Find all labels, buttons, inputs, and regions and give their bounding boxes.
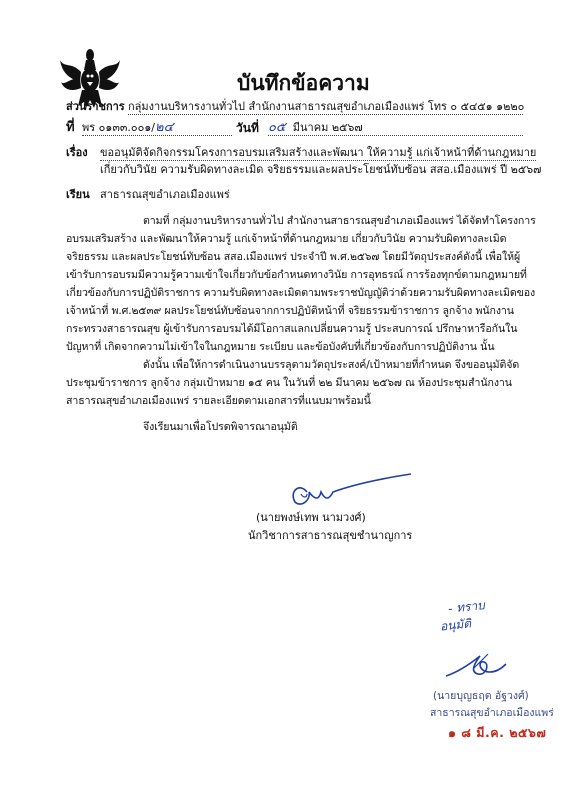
subject-line-1: ขออนุมัติจัดกิจกรรมโครงการอบรมเสริมสร้างและพัฒนา ให้ความรู้ แก่เจ้าหน้าที่ด้านกฎหมาย (100, 146, 537, 159)
page-title: บันทึกข้อความ (237, 71, 370, 95)
paragraph1-line-8: ปัญหาที่ เกิดจากความไม่เข้าใจในกฎหมาย ระเบียบ และข้อบังคับที่เกี่ยวข้องกับการปฏิบัติงาน นั้น (66, 341, 495, 353)
date-day-handwritten: ๐๕ (268, 120, 286, 135)
approval-date-stamp: ๑ ๘ มี.ค. ๒๕๖๗ (448, 725, 547, 740)
paragraph2-line-3: สาธารณสุขอำเภอเมืองแพร่ รายละเอียดตามเอกสารที่แนบมาพร้อมนี้ (66, 395, 371, 407)
approval-note-line-1: - ทราบ (447, 598, 486, 616)
subject-line-2: เกี่ยวกับวินัย ความรับผิดทางละเมิด จริยธรรมและผลประโยชน์ทับซ้อน สสอ.เมืองแพร่ ปี ๒๕๖๗ (100, 163, 542, 176)
closing-line: จึงเรียนมาเพื่อโปรดพิจารณาอนุมัติ (143, 421, 298, 433)
paragraph2-line-1: ดังนั้น เพื่อให้การดำเนินงานบรรลุตามวัตถุประสงค์/เป้าหมายที่กำหนด จึงขออนุมัติจัด (143, 359, 520, 371)
signature-1-name: (นายพงษ์เทพ นามวงศ์) (256, 511, 366, 524)
signature-1-drawing (285, 470, 415, 510)
approval-note-line-2: อนุมัติ (439, 616, 472, 634)
document-number-value (82, 121, 232, 136)
document-number-label: ที่ (66, 120, 75, 135)
paragraph1-line-6: เจ้าหน้าที่ พ.ศ.๒๕๓๙ ผลประโยชน์ทับซ้อนจากการปฏิบัติหน้าที่ จริยธรรมข้าราชการ ลูกจ้าง พนักงาน (66, 305, 514, 317)
agency-label: ส่วนราชการ (66, 100, 125, 113)
subject-label: เรื่อง (66, 146, 88, 159)
paragraph1-line-5: เกี่ยวข้องกับการปฏิบัติราชการ ความรับผิดทางละเมิดตามพระราชบัญญัติว่าด้วยความรับผิดทางละเมิดของ (66, 287, 536, 299)
approver-name: (นายบุญธฤต อัฐวงศ์) (433, 690, 529, 702)
document-number-handwritten: ๒๔ (155, 120, 174, 135)
document-number-prefix: พร ๐๑๓๓.๐๐๑/ (82, 121, 156, 134)
approver-position: สาธารณสุขอำเภอเมืองแพร่ (430, 707, 554, 719)
paragraph2-line-2: ประชุมข้าราชการ ลูกจ้าง กลุ่มเป้าหมาย ๑๕ คน ในวันที่ ๒๒ มีนาคม ๒๕๖๗ ณ ห้องประชุมสำนักงาน (66, 377, 512, 389)
signature-1-position: นักวิชาการสาธารณสุขชำนาญการ (248, 529, 413, 542)
signature-2-drawing (444, 650, 508, 682)
paragraph1-line-2: อบรมเสริมสร้าง และพัฒนาให้ความรู้ แก่เจ้าหน้าที่ด้านกฎหมาย เกี่ยวกับวินัย ความรับผิดทางละเมิด (66, 233, 507, 245)
date-label: วันที่ (236, 121, 259, 135)
paragraph1-line-1: ตามที่ กลุ่มงานบริหารงานทั่วไป สำนักงานสาธารณสุขอำเภอเมืองแพร่ ได้จัดทำโครงการ (143, 215, 536, 227)
to-label: เรียน (66, 188, 90, 201)
to-value: สาธารณสุขอำเภอเมืองแพร่ (100, 188, 230, 201)
paragraph1-line-4: เข้ารับการอบรมมีความรู้ความเข้าใจเกี่ยวกับข้อกำหนดทางวินัย การอุทธรณ์ การร้องทุกข์ตามกฎหมายที่ (66, 269, 527, 281)
paragraph1-line-3: จริยธรรม และผลประโยชน์ทับซ้อน สสอ.เมืองแพร่ ประจำปี พ.ศ.๒๕๖๗ โดยมีวัตถุประสงค์ดังนี้ เพื่อให้ผู้ (66, 251, 521, 263)
agency-value: กลุ่มงานบริหารงานทั่วไป สำนักงานสาธารณสุขอำเภอเมืองแพร่ โทร ๐ ๕๔๕๑ ๑๒๒๐ (128, 100, 525, 113)
paragraph1-line-7: กระทรวงสาธารณสุข ผู้เข้ารับการอบรมได้มีโอกาสแลกเปลี่ยนความรู้ ประสบการณ์ ปรึกษาหารือกันใน (66, 323, 518, 335)
date-month-year: มีนาคม ๒๕๖๗ (292, 121, 363, 134)
date-value (268, 121, 523, 136)
